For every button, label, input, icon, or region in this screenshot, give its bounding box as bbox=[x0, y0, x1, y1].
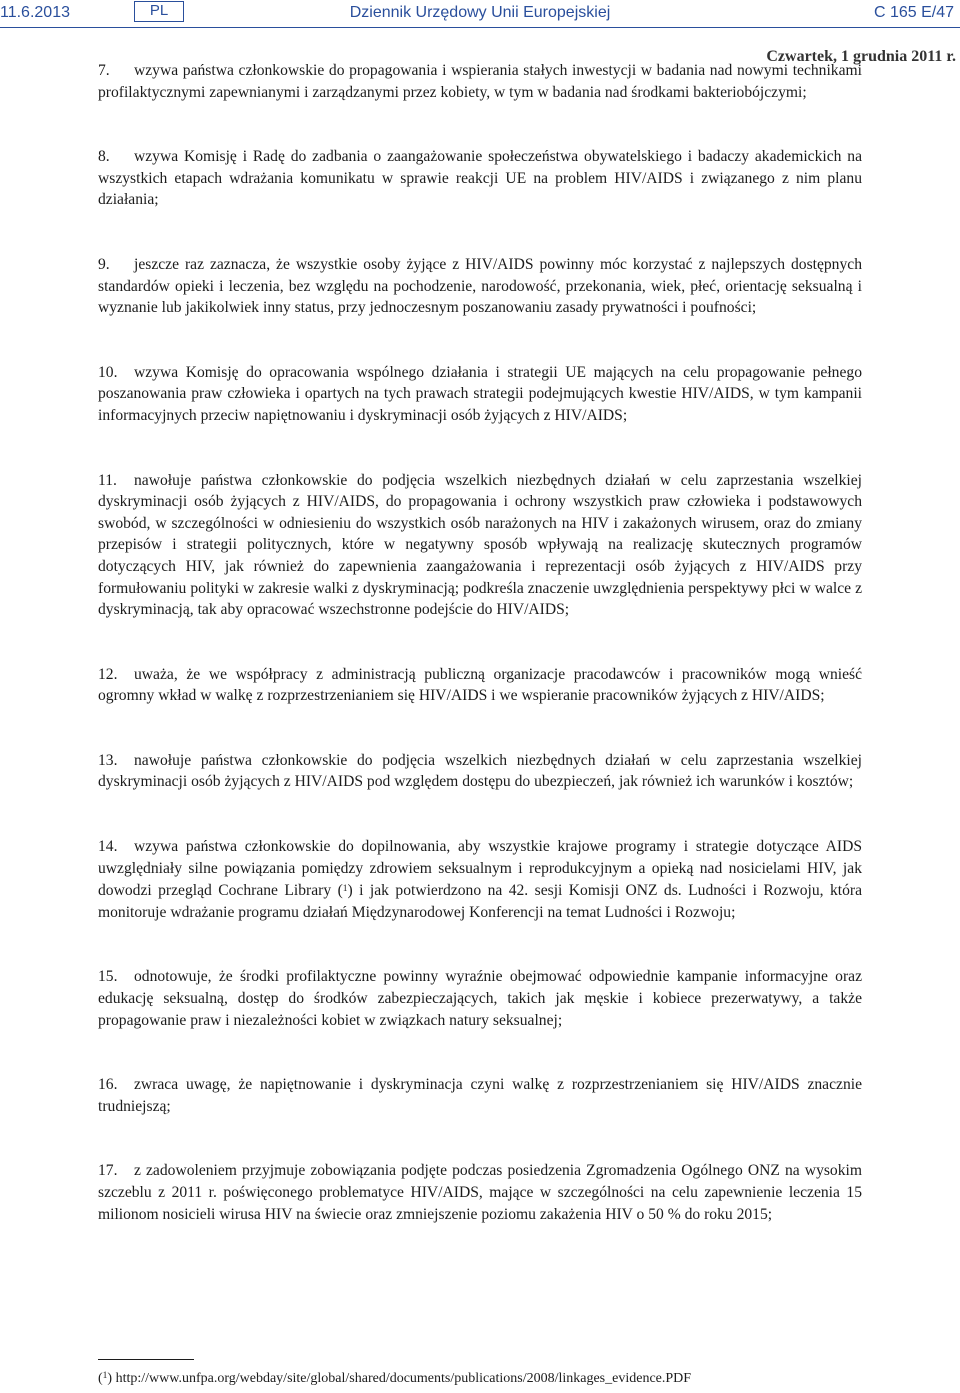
resolution-body bbox=[98, 60, 862, 1268]
paragraph-number: 14. bbox=[98, 838, 118, 856]
paragraph-text-continued: i jak potwierdzono na 42. sesji Komisji ONZ ds. Ludności i Rozwoju, która monitoruje wdrażanie programu działań Międzynarodowej Konferencji na temat Ludności i Rozwoju; bbox=[98, 882, 863, 921]
publication-date: 11.6.2013 bbox=[0, 4, 70, 21]
header-rule bbox=[0, 27, 960, 28]
paragraph-number: 15. bbox=[98, 968, 118, 986]
paragraph-text: nawołuje państwa członkowskie do podjęcia wszelkich niezbędnych działań w celu zaprzestania wszelkiej dyskryminacji osób żyjących z HIV/AIDS pod względem dostępu do ubezpieczeń, jak również ich warunków i kosztów; bbox=[98, 751, 862, 791]
footnote-marker: 1 bbox=[102, 1371, 108, 1381]
language-badge: PL bbox=[134, 1, 184, 22]
paragraph-number: 7. bbox=[98, 62, 110, 79]
paragraph-number: 11. bbox=[98, 471, 117, 489]
footnote-link[interactable]: http://www.unfpa.org/webday/site/global/shared/documents/publications/2008/linkages_evidence.PDF bbox=[115, 1371, 692, 1386]
paragraph-11 bbox=[98, 470, 862, 621]
paragraph-14: 14. wzywa państwa członkowskie do dopilnowania, aby wszystkie krajowe programy i strategie dotyczące AIDS uwzględniały silne powiązania pomiędzy zdrowiem seksualnym i reprodukcyjnym a opieką nad nosicielami HIV, jak dowodzi przegląd Cochrane Library ($^1$) i jak potwierdzono na 42. sesji Komisji ONZ ds. Ludności i Rozwoju, która monitoruje wdrażanie programu działań Międzynarodowej Konferencji na temat Ludności i Rozwoju; bbox=[98, 838, 863, 921]
paragraph-10 bbox=[98, 362, 862, 427]
paragraph-13 bbox=[98, 750, 862, 793]
paragraph-7 bbox=[98, 60, 862, 103]
paragraph-number: 8. bbox=[98, 148, 110, 166]
footnote-reference[interactable]: 1 bbox=[342, 884, 348, 895]
paragraph-17 bbox=[98, 1160, 862, 1225]
paragraph-text: wzywa państwa członkowskie do propagowania i wspierania stałych inwestycji w badania nad nowymi technikami profilaktycznymi zapewnianymi i zarządzanymi przez kobiety, w tym w badania nad środkami bakteriobójczymi; bbox=[98, 62, 862, 101]
paragraph-number: 16. bbox=[98, 1076, 118, 1094]
paragraph-number: 10. bbox=[98, 363, 118, 381]
paragraph-12 bbox=[98, 664, 862, 707]
paragraph-number: 9. bbox=[98, 255, 110, 273]
footnote: ($^1$) http://www.unfpa.org/webday/site/global/shared/documents/publications/2008/linkages_evidence.PDF bbox=[98, 1371, 692, 1386]
paragraph-number: 17. bbox=[98, 1162, 118, 1180]
paragraph-text: nawołuje państwa członkowskie do podjęcia wszelkich niezbędnych działań w celu zaprzestania wszelkiej dyskryminacji osób żyjących z HIV/AIDS, do propagowania i ochrony wszystkich praw człowieka i podstawowych swobód, w szczególności w odniesieniu do wszystkich osób narażonych na HIV i zakażonych wirusem, oraz do zmiany przepisów i strategii politycznych, które w negatywny sposób wpływają na realizację skutecznych programów dotyczących HIV, jak również do zapewnienia zaangażowania i reprezentacji osób żyjących z HIV/AIDS przy formułowaniu polityki w zakresie walki z dyskryminacją; podkreśla znaczenie uwzględnienia perspektywy płci w walce z dyskryminacją, tak aby opracować wszechstronne podejście do HIV/AIDS; bbox=[98, 471, 862, 619]
paragraph-text: uważa, że we współpracy z administracją publiczną organizacje pracodawców i pracowników mogą wnieść ogromny wkład w walkę z rozprzestrzenianiem się HIV/AIDS i we wspieranie pracowników żyjących z HIV/AIDS; bbox=[98, 665, 862, 705]
paragraph-text: wzywa Komisję do opracowania wspólnego działania i strategii UE mających na celu propagowanie pełnego poszanowania praw człowieka i opartych na tych prawach strategii podejmujących kwestie HIV/AIDS, w tym kampanii informacyjnych przeciw napiętnowaniu i dyskryminacji osób żyjących z HIV/AIDS; bbox=[98, 363, 862, 424]
paragraph-8 bbox=[98, 146, 862, 211]
paragraph-number: 12. bbox=[98, 665, 118, 683]
journal-title: Dziennik Urzędowy Unii Europejskiej bbox=[349, 4, 611, 21]
footnote-rule bbox=[98, 1359, 194, 1360]
page-header bbox=[0, 0, 960, 26]
journal-reference: C 165 E/47 bbox=[873, 4, 954, 21]
paragraph-text: wzywa Komisję i Radę do zadbania o zaangażowanie społeczeństwa obywatelskiego i badaczy akademickich na wszystkich etapach wdrażania komunikatu w sprawie reakcji UE na problem HIV/AIDS i związanego z nim planu działania; bbox=[98, 148, 862, 209]
session-date: Czwartek, 1 grudnia 2011 r. bbox=[766, 48, 956, 65]
paragraph-number: 13. bbox=[98, 751, 118, 769]
paragraph-text: z zadowoleniem przyjmuje zobowiązania podjęte podczas posiedzenia Zgromadzenia Ogólnego ONZ na wysokim szczeblu z 2011 r. poświęconego problematyce HIV/AIDS, mające w szczególności na celu zapewnienie leczenia 15 milionom nosicieli wirusa HIV na świecie oraz zmniejszenie poziomu zakażenia HIV o 50 % do roku 2015; bbox=[98, 1162, 862, 1223]
paragraph-text: zwraca uwagę, że napiętnowanie i dyskryminacja czyni walkę z rozprzestrzenianiem się HIV/AIDS znacznie trudniejszą; bbox=[98, 1076, 862, 1115]
paragraph-15 bbox=[98, 966, 862, 1031]
paragraph-text: odnotowuje, że środki profilaktyczne powinny wyraźnie obejmować odpowiednie kampanie informacyjne oraz edukację seksualną, dostęp do środków zabezpieczających, takich jak męskie i kobiece prezerwatywy, a także propagowanie praw i niezależności kobiet w związkach natury seksualnej; bbox=[98, 968, 862, 1029]
paragraph-16 bbox=[98, 1074, 862, 1117]
paragraph-9 bbox=[98, 254, 862, 319]
paragraph-text: wzywa państwa członkowskie do dopilnowania, aby wszystkie krajowe programy i strategie dotyczące AIDS uwzględniały silne powiązania pomiędzy zdrowiem seksualnym i reprodukcyjnym a opieką nad nosicielami HIV, jak dowodzi przegląd Cochrane Library bbox=[98, 838, 862, 900]
paragraph-text: jeszcze raz zaznacza, że wszystkie osoby żyjące z HIV/AIDS powinny móc korzystać z najlepszych dostępnych standardów opieki i leczenia, bez względu na pochodzenie, narodowość, przekonania, wiek, płeć, orientację seksualną i wyznanie lub jakikolwiek inny status, przy jednoczesnym poszanowaniu zasady prywatności i poufności; bbox=[98, 255, 862, 317]
